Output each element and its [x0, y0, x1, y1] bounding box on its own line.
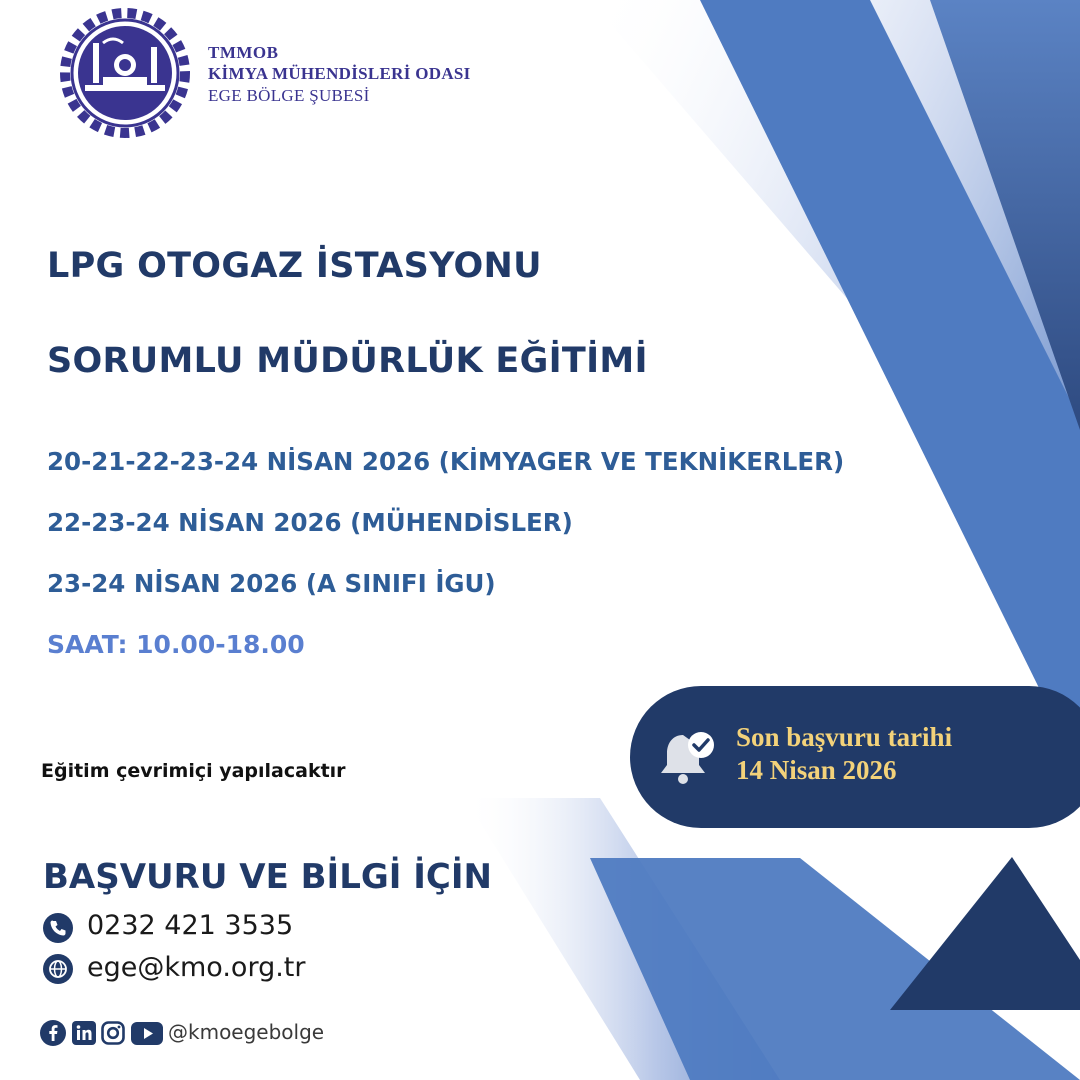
contact-heading: BAŞVURU VE BİLGİ İÇİN — [43, 857, 492, 897]
social-handle[interactable]: @kmoegebolge — [168, 1020, 325, 1044]
date-line-3: 23-24 NİSAN 2026 (A SINIFI İGU) — [47, 569, 496, 598]
facebook-icon[interactable] — [40, 1020, 66, 1046]
date-line-1: 20-21-22-23-24 NİSAN 2026 (KİMYAGER VE TEKNİKERLER) — [47, 447, 845, 476]
globe-icon — [43, 954, 73, 984]
online-note: Eğitim çevrimiçi yapılacaktır — [41, 760, 346, 782]
gear-factory-logo-icon — [55, 3, 195, 143]
page-title-line2: SORUMLU MÜDÜRLÜK EĞİTİMİ — [47, 341, 648, 381]
linkedin-icon[interactable] — [72, 1021, 96, 1045]
deadline-date: 14 Nisan 2026 — [736, 755, 897, 785]
bell-check-icon — [657, 727, 719, 789]
org-name-line1: TMMOB — [208, 43, 279, 62]
contact-email[interactable]: ege@kmo.org.tr — [87, 952, 306, 983]
org-name-line2: KİMYA MÜHENDİSLERİ ODASI — [208, 64, 471, 83]
date-line-2: 22-23-24 NİSAN 2026 (MÜHENDİSLER) — [47, 508, 573, 537]
org-name-line3: EGE BÖLGE ŞUBESİ — [208, 86, 370, 105]
contact-phone[interactable]: 0232 421 3535 — [87, 910, 294, 941]
page-title-line1: LPG OTOGAZ İSTASYONU — [47, 246, 542, 286]
deadline-label: Son başvuru tarihi — [736, 722, 953, 752]
youtube-icon[interactable] — [131, 1022, 163, 1045]
time-info: SAAT: 10.00-18.00 — [47, 630, 305, 659]
phone-icon — [43, 913, 73, 943]
bg-shape-navy-triangle — [890, 857, 1080, 1010]
instagram-icon[interactable] — [101, 1021, 125, 1045]
